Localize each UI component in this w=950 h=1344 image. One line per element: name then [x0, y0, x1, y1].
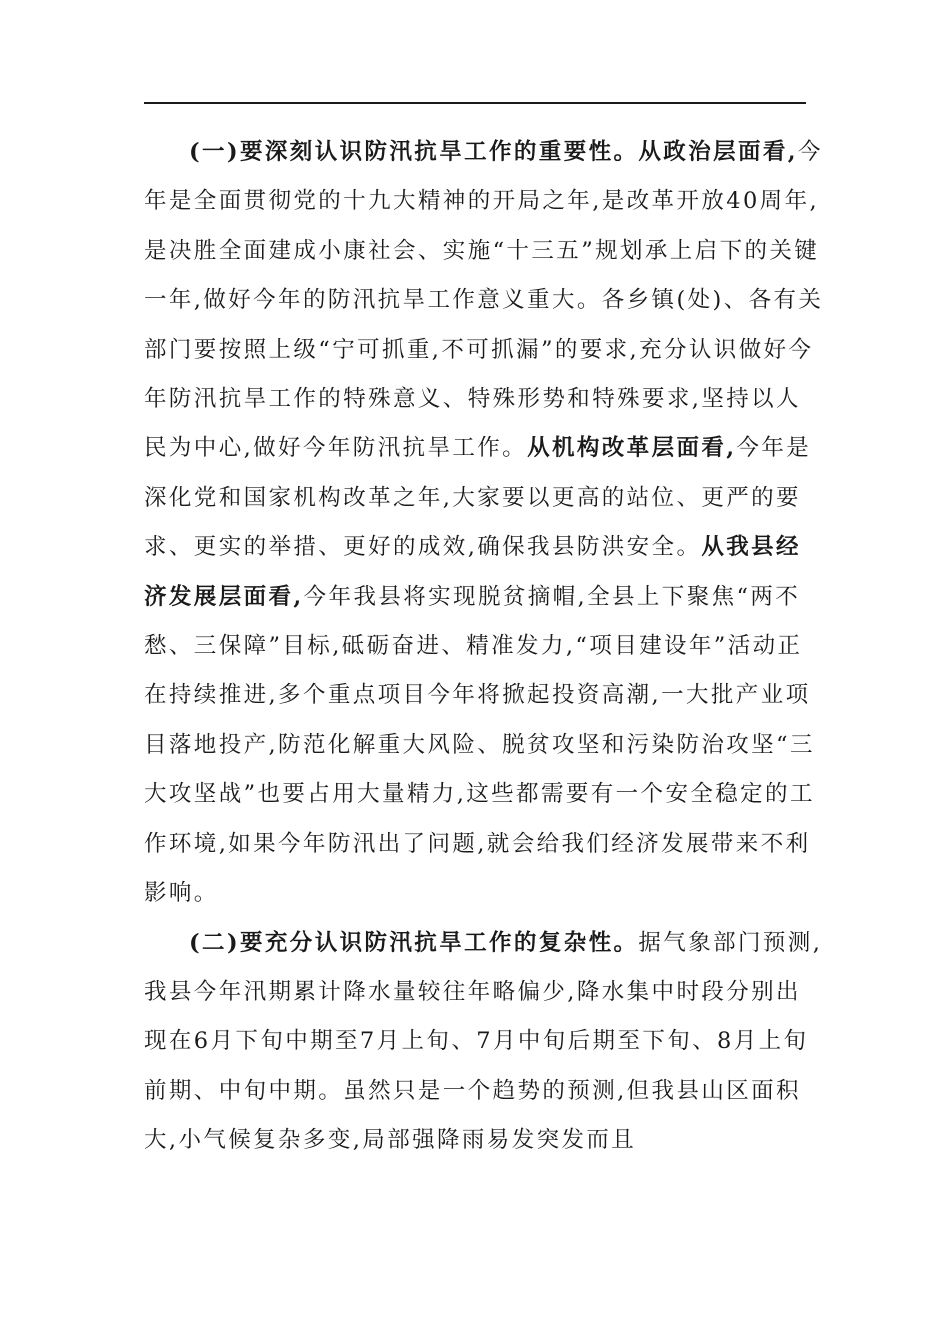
text-political-level: 今年是全面贯彻党的十九大精神的开局之年,是改革开放40周年,是决胜全面建成小康社会、实施“十三五”规划承上启下的关键一年,做好今年的防汛抗旱工作意义重大。各乡镇(处)、各有关部门要按照上级“宁可抓重,不可抓漏”的要求,充分认识做好今年防汛抗旱工作的特殊意义、特殊形势和特殊要求,坚持以人民为中心,做好今年防汛抗旱工作。: [144, 139, 824, 462]
text-institutional-reform: 今年是深化党和国家机构改革之年,大家要以更高的站位、更严的要求、更实的举措、更好的成效,确保我县防洪安全。: [144, 435, 812, 561]
lead-political-level: 从政治层面看,: [638, 139, 799, 165]
section-heading-importance: (一)要深刻认识防汛抗旱工作的重要性。: [189, 139, 639, 165]
paragraph-importance: [144, 128, 824, 919]
lead-economic-development: 从我县经济发展层面看,: [144, 534, 801, 610]
document-body: [144, 128, 824, 1166]
paragraph-complexity: [144, 919, 824, 1166]
section-heading-complexity: (二)要充分认识防汛抗旱工作的复杂性。: [189, 929, 639, 956]
header-rule: [144, 102, 806, 104]
lead-institutional-reform: 从机构改革层面看,: [527, 435, 737, 462]
text-economic-development: 今年我县将实现脱贫摘帽,全县上下聚焦“两不愁、三保障”目标,砥砺奋进、精准发力,“项目建设年”活动正在持续推进,多个重点项目今年将掀起投资高潮,一大批产业项目落地投产,防范化解重大风险、脱贫攻坚和污染防治攻坚“三大攻坚战”也要占用大量精力,这些都需要有一个安全稳定的工作环境,如果今年防汛出了问题,就会给我们经济发展带来不利影响。: [144, 583, 815, 907]
text-complexity: 据气象部门预测,我县今年汛期累计降水量较往年略偏少,降水集中时段分别出现在6月下旬中期至7月上旬、7月中旬后期至下旬、8月上旬前期、中旬中期。虽然只是一个趋势的预测,但我县山区面积大,小气候复杂多变,局部强降雨易发突发而且: [144, 929, 823, 1154]
